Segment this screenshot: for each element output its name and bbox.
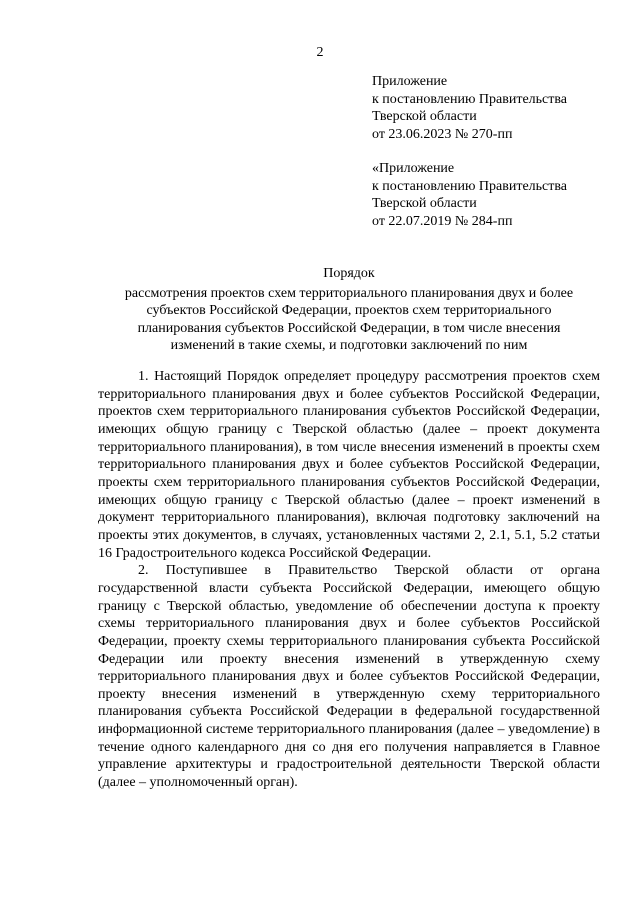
title-subtitle-line: рассмотрения проектов схем территориального планирования двух и более	[124, 285, 574, 301]
document-title	[98, 265, 600, 355]
page-number: 2	[316, 45, 324, 60]
approval-line: от 23.06.2023 № 270-пп	[372, 126, 513, 142]
title-subtitle-line: субъектов Российской Федерации, проектов схем территориального	[146, 303, 552, 319]
approval-line: «Приложение	[372, 161, 455, 176]
paragraph-2: 2. Поступившее в Правительство Тверской области от органа государственной власти субъекта Российской Федерации, имеющего общую границу с Тверской областью, уведомление об обеспечении доступа к проекту схемы территориального планирования двух и более субъектов Российской Федерации, проекту схемы территориального планирования субъекта Российской Федерации или проекту внесения изменений в утвержденную схему территориального планирования двух и более субъектов Российской Федерации, проекту внесения изменений в утвержденную схему территориального планирования субъекта Российской Федерации в федеральной государственной информационной системе территориального планирования (далее – уведомление) в течение одного календарного дня со дня его получения направляется в Главное управление архитектуры и градостроительной деятельности Тверской области (далее – уполномоченный орган).	[98, 563, 600, 791]
title-subtitle-line: изменений в такие схемы, и подготовки заключений по ним	[170, 338, 528, 354]
title-heading: Порядок	[323, 266, 375, 281]
approval-line: к постановлению Правительства	[372, 91, 568, 107]
approval-stamp-current	[372, 73, 622, 143]
paragraph-1: 1. Настоящий Порядок определяет процедуру рассмотрения проектов схем территориального планирования двух и более субъектов Российской Федерации, проектов схем территориального планирования субъектов Российской Федерации, имеющих общую границу с Тверской областью (далее – проект документа территориального планирования), в том числе внесения изменений в проекты схем территориального планирования двух и более субъектов Российской Федерации, проекты схем территориального планирования субъектов Российской Федерации, имеющих общую границу с Тверской областью (далее – проект изменений в документ территориального планирования), включая подготовку заключений на проекты этих документов, в случаях, установленных частями 2, 2.1, 5.1, 5.2 статьи 16 Градостроительного кодекса Российской Федерации.	[98, 369, 600, 561]
document-body	[98, 368, 600, 792]
approval-line: Тверской области	[372, 109, 477, 124]
approval-stamp-original	[372, 160, 622, 230]
approval-line: к постановлению Правительства	[372, 178, 568, 194]
approval-line: от 22.07.2019 № 284-пп	[372, 213, 513, 229]
title-subtitle-line: планирования субъектов Российской Федерации, в том числе внесения	[137, 320, 561, 336]
approval-line: Приложение	[372, 74, 448, 89]
approval-line: Тверской области	[372, 196, 477, 211]
